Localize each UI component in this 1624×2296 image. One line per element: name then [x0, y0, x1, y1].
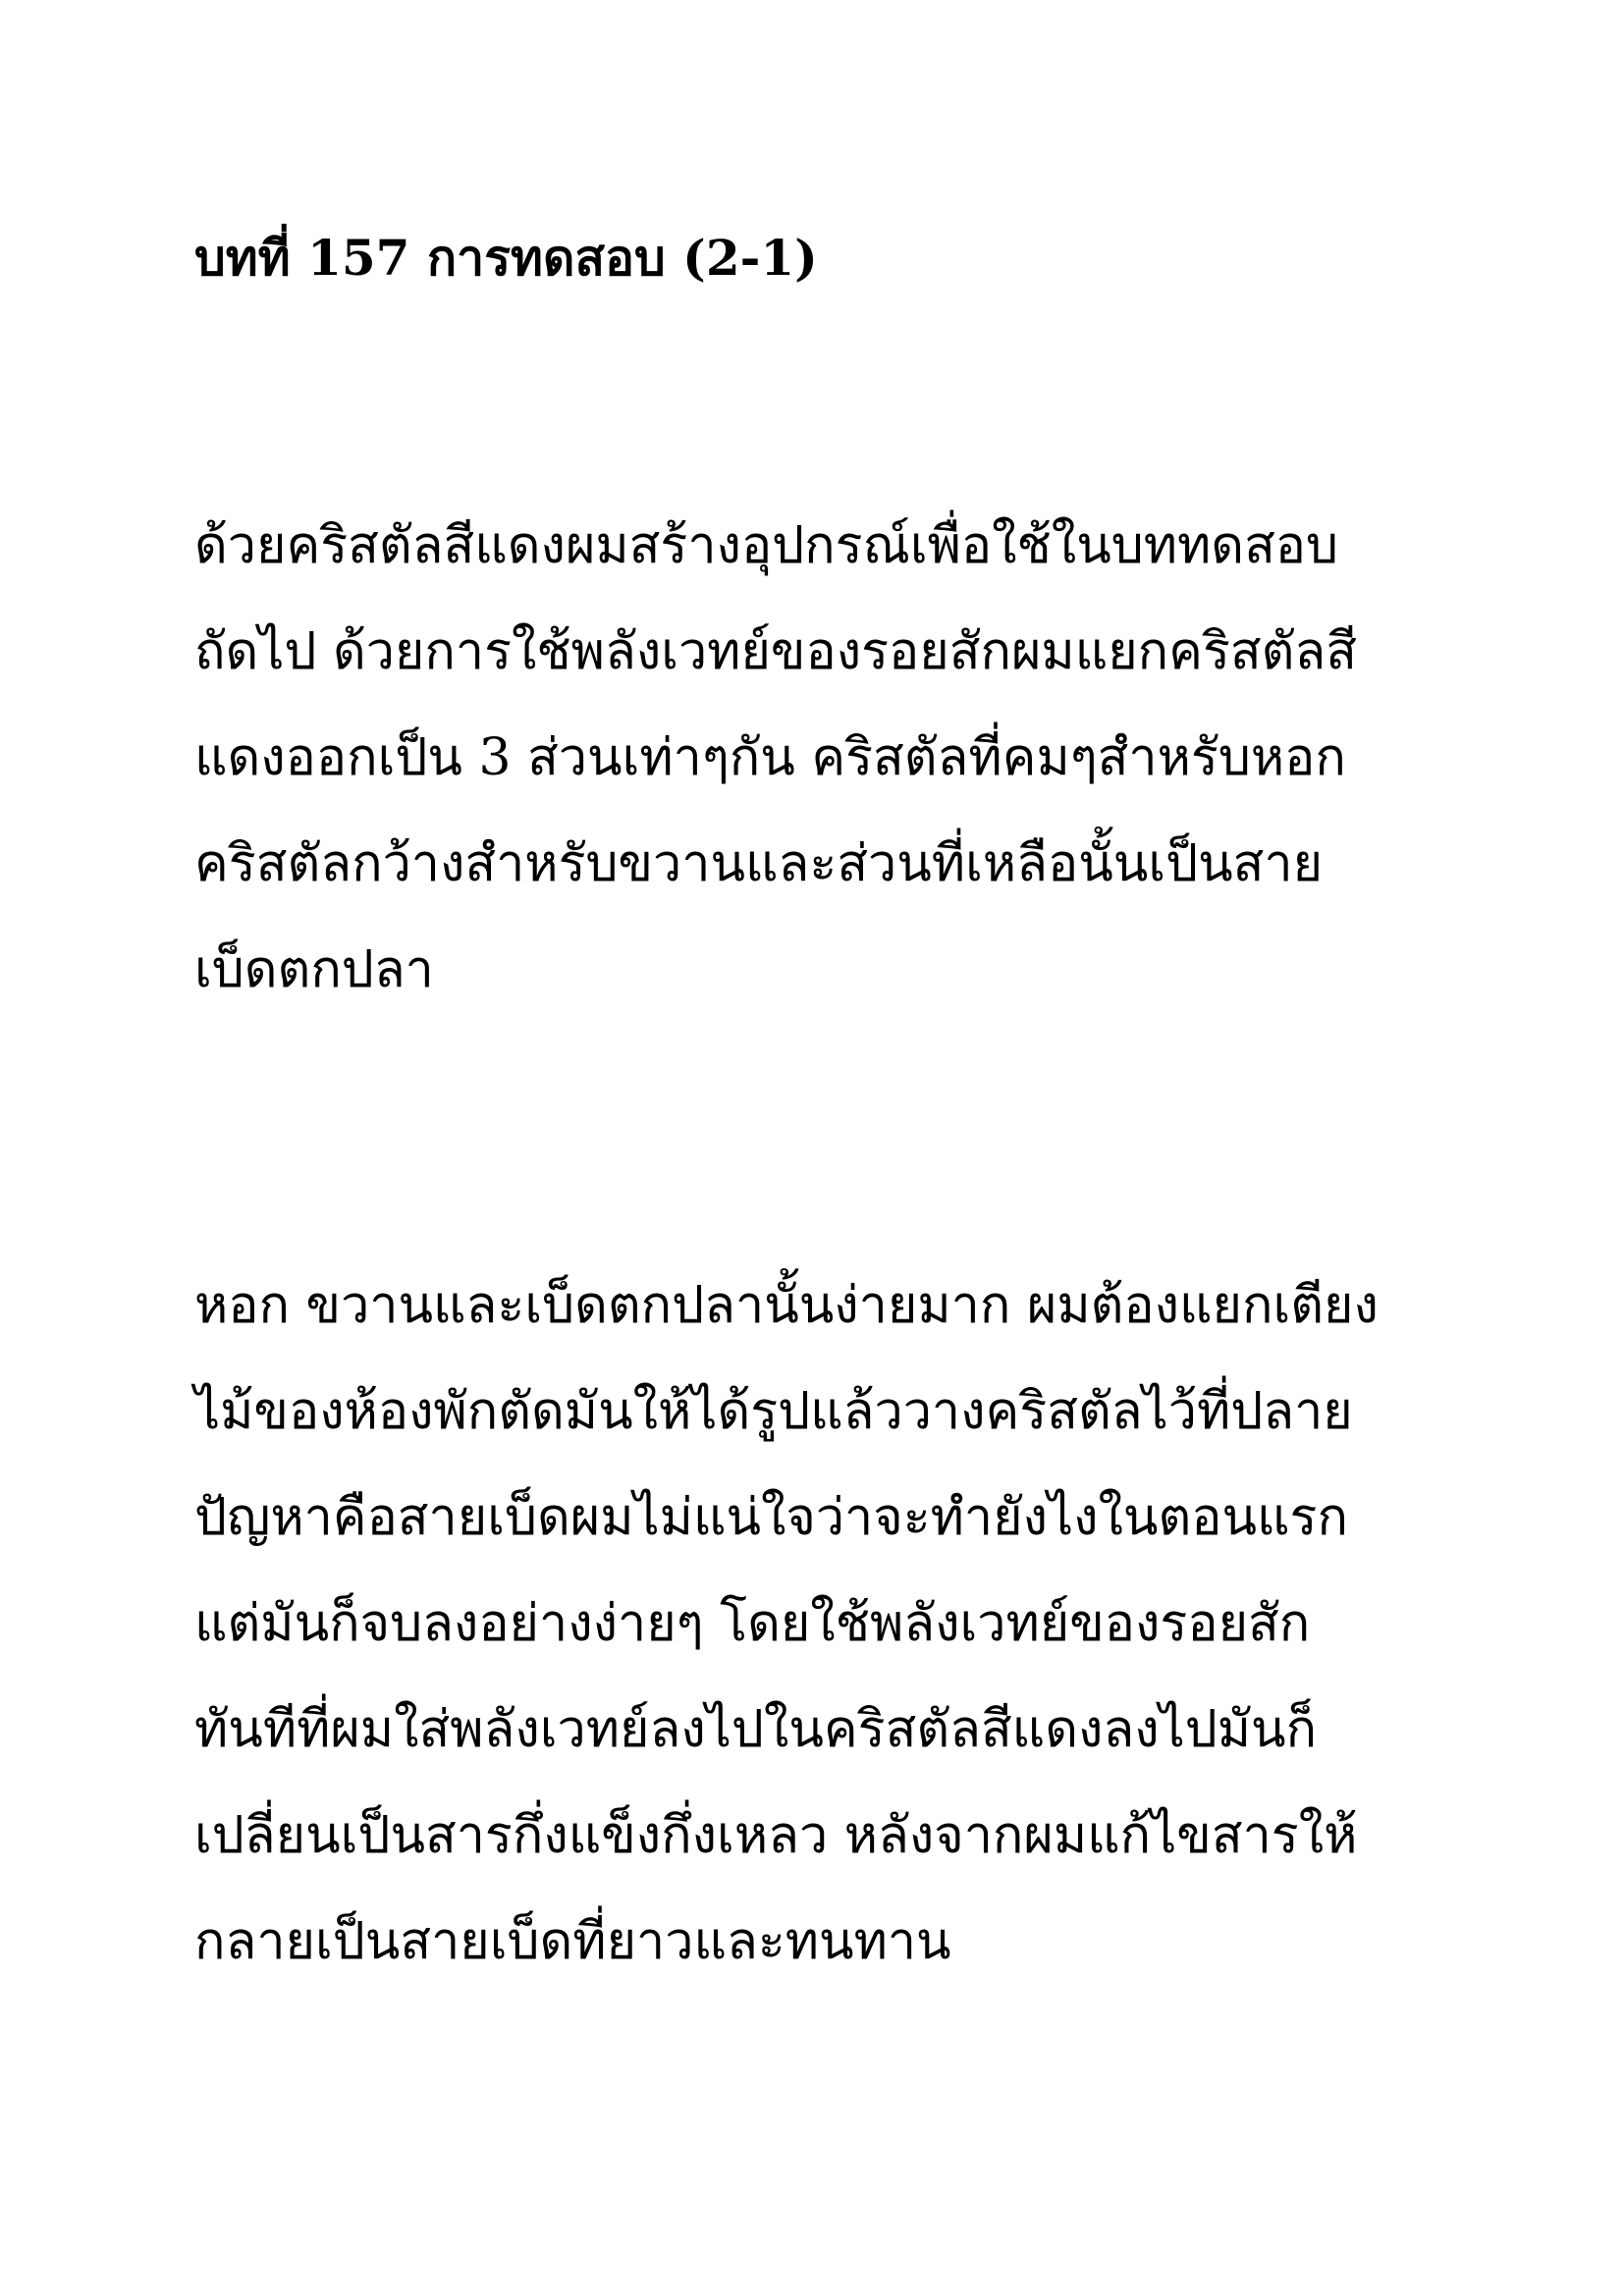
paragraph-line: ทันทีที่ผมใส่พลังเวทย์ลงไปในคริสตัลสีแดงลงไปมันก็	[194, 1700, 1318, 1759]
paragraph-line: ด้วยคริสตัลสีแดงผมสร้างอุปกรณ์เพื่อใช้ในบททดสอบ	[194, 516, 1339, 575]
chapter-title: บทที่ 157 การทดสอบ (2-1)	[194, 229, 818, 287]
paragraph-line: คริสตัลกว้างสำหรับขวานและส่วนที่เหลือนั้นเป็นสาย	[194, 834, 1324, 893]
paragraph-1	[194, 493, 1451, 1023]
paragraph-line: เบ็ดตกปลา	[194, 940, 434, 999]
paragraph-2	[194, 1253, 1451, 1995]
paragraph-line: แต่มันก็จบลงอย่างง่ายๆ โดยใช้พลังเวทย์ของรอยสัก	[194, 1594, 1311, 1653]
paragraph-line: กลายเป็นสายเบ็ดที่ยาวและทนทาน	[194, 1912, 951, 1971]
paragraph-line: ปัญหาคือสายเบ็ดผมไม่แน่ใจว่าจะทำยังไงในตอนแรก	[194, 1488, 1348, 1547]
paragraph-line: ไม้ของห้องพักตัดมันให้ได้รูปแล้ววางคริสตัลไว้ที่ปลาย	[194, 1382, 1353, 1441]
paragraph-line: เปลี่ยนเป็นสารกึ่งแข็งกึ่งเหลว หลังจากผมแก้ไขสารให้	[194, 1806, 1358, 1865]
paragraph-line: ถัดไป ด้วยการใช้พลังเวทย์ของรอยสักผมแยกคริสตัลสี	[194, 622, 1357, 681]
paragraph-line: แดงออกเป็น 3 ส่วนเท่าๆกัน คริสตัลที่คมๆสำหรับหอก	[194, 728, 1346, 787]
paragraph-line: หอก ขวานและเบ็ดตกปลานั้นง่ายมาก ผมต้องแยกเตียง	[194, 1276, 1379, 1335]
